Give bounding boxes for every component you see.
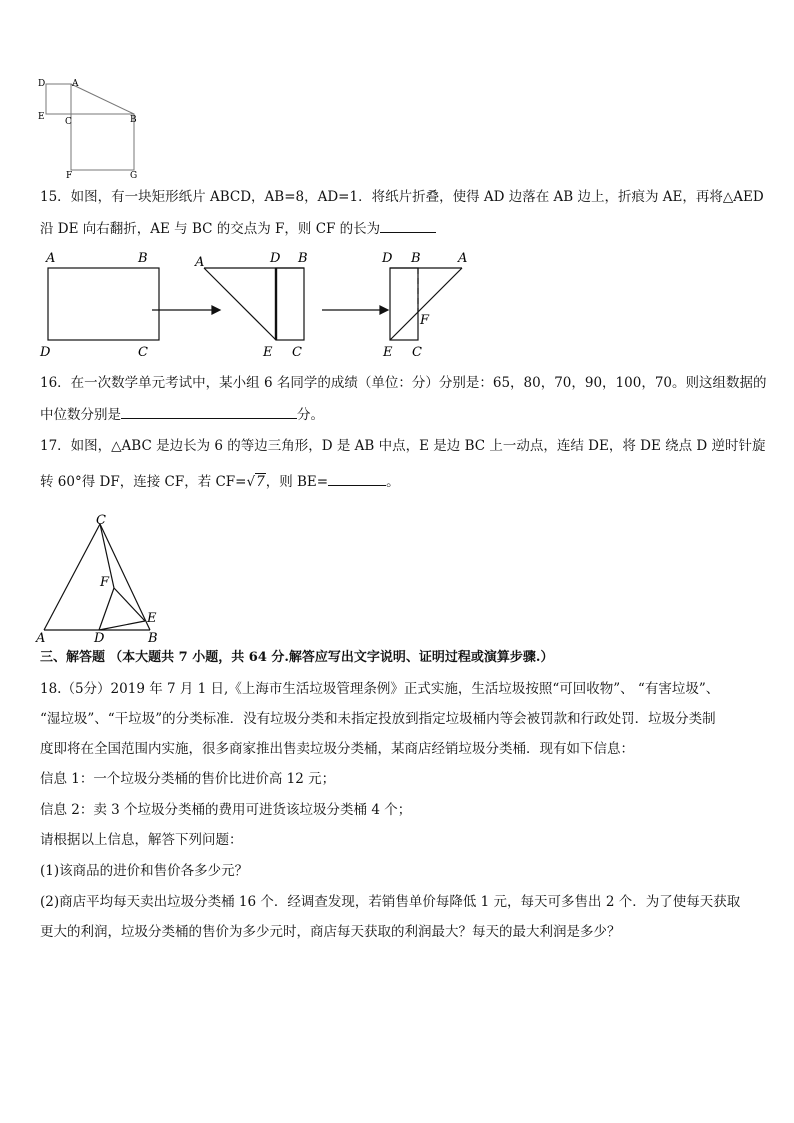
label-B: B [130,115,137,125]
sqrt-radicand: 7 [256,474,265,490]
q16-answer-blank[interactable] [121,404,297,419]
q18-info1: 信息 1：一个垃圾分类桶的售价比进价高 12 元； [40,771,336,787]
q15-answer-blank[interactable] [380,218,436,233]
label-G: G [130,171,138,180]
q17-label-B: B [148,631,158,646]
q16-line1: 16．在一次数学单元考试中，某小组 6 名同学的成绩（单位：分）分别是：65，80，70，90，100，70。则这组数据的 [40,375,767,391]
figure-q14 [34,74,144,180]
q18-line2: “湿垃圾”、“干垃圾”的分类标准．没有垃圾分类和未指定投放到指定垃圾桶内等会被罚款和行政处罚．垃圾分类制 [40,711,716,727]
q17-label-D: D [94,631,105,646]
q17-line2-post: 。 [386,474,400,490]
q17-line1: 17．如图，△ABC 是边长为 6 的等边三角形，D 是 AB 中点，E 是边 BC 上一动点，连结 DE，将 DE 绕点 D 逆时针旋 [40,438,766,454]
q17-label-E: E [147,611,157,626]
section3-title: 三、解答题 [40,650,106,665]
q18-info2: 信息 2：卖 3 个垃圾分类桶的费用可进货该垃圾分类桶 4 个； [40,802,412,818]
q17-label-F: F [100,575,110,590]
q15-line1: 15．如图，有一块矩形纸片 ABCD，AB=8，AD=1．将纸片折叠，使得 AD 边落在 AB 边上，折痕为 AE，再将△AED [40,189,764,205]
p1-label-D: D [40,345,51,360]
q18-prompt: 请根据以上信息，解答下列问题： [40,832,243,848]
q17-answer-blank[interactable] [328,471,386,486]
p1-label-A: A [46,251,56,266]
q17-label-C: C [96,513,106,528]
p3-label-F: F [420,313,430,328]
label-E: E [38,112,45,122]
q18-sub1: (1)该商品的进价和售价各多少元？ [40,863,249,879]
p2-label-B: B [298,251,308,266]
p3-label-A: A [458,251,468,266]
p2-label-D: D [270,251,281,266]
label-C: C [65,117,72,127]
p2-label-E: E [263,345,273,360]
sqrt-seven: √7 [246,474,265,490]
section3-note: （本大题共 7 小题，共 64 分.解答应写出文字说明、证明过程或演算步骤.） [109,650,554,665]
label-F: F [66,171,73,180]
section3-heading [40,648,553,668]
q17-line2-mid: ，则 BE= [265,474,329,490]
q17-line2 [40,471,400,492]
p3-label-D: D [382,251,393,266]
p1-label-C: C [138,345,148,360]
q18-line3: 度即将在全国范围内实施，很多商家推出售卖垃圾分类桶，某商店经销垃圾分类桶．现有如下信息： [40,741,634,757]
q16-line2 [40,404,324,425]
p3-label-C: C [412,345,422,360]
q17-line2-pre: 转 60°得 DF，连接 CF，若 CF= [40,474,247,490]
p3-label-E: E [383,345,393,360]
q15-line2-text: 沿 DE 向右翻折，AE 与 BC 的交点为 F，则 CF 的长为 [40,221,381,237]
q18-sub2-line2: 更大的利润，垃圾分类桶的售价为多少元时，商店每天获取的利润最大？每天的最大利润是多少？ [40,924,621,940]
figure-q17 [34,512,174,646]
label-A: A [72,79,79,89]
p1-label-B: B [138,251,148,266]
q18-sub2-line1: (2)商店平均每天卖出垃圾分类桶 16 个．经调查发现，若销售单价每降低 1 元，每天可多售出 2 个．为了使每天获取 [40,894,741,910]
q18-line1: 18.（5分）2019 年 7 月 1 日,《上海市生活垃圾管理条例》正式实施，生活垃圾按照“可回收物”、 “有害垃圾”、 [40,681,720,697]
q15-line2 [40,218,436,239]
p2-label-C: C [292,345,302,360]
p2-label-A: A [195,255,205,270]
q16-line2-pre: 中位数分别是 [40,407,121,423]
label-D: D [38,79,46,89]
q16-line2-post: 分。 [297,407,324,423]
q17-label-A: A [36,631,46,646]
figure-q15 [34,246,484,362]
p3-label-B: B [411,251,421,266]
